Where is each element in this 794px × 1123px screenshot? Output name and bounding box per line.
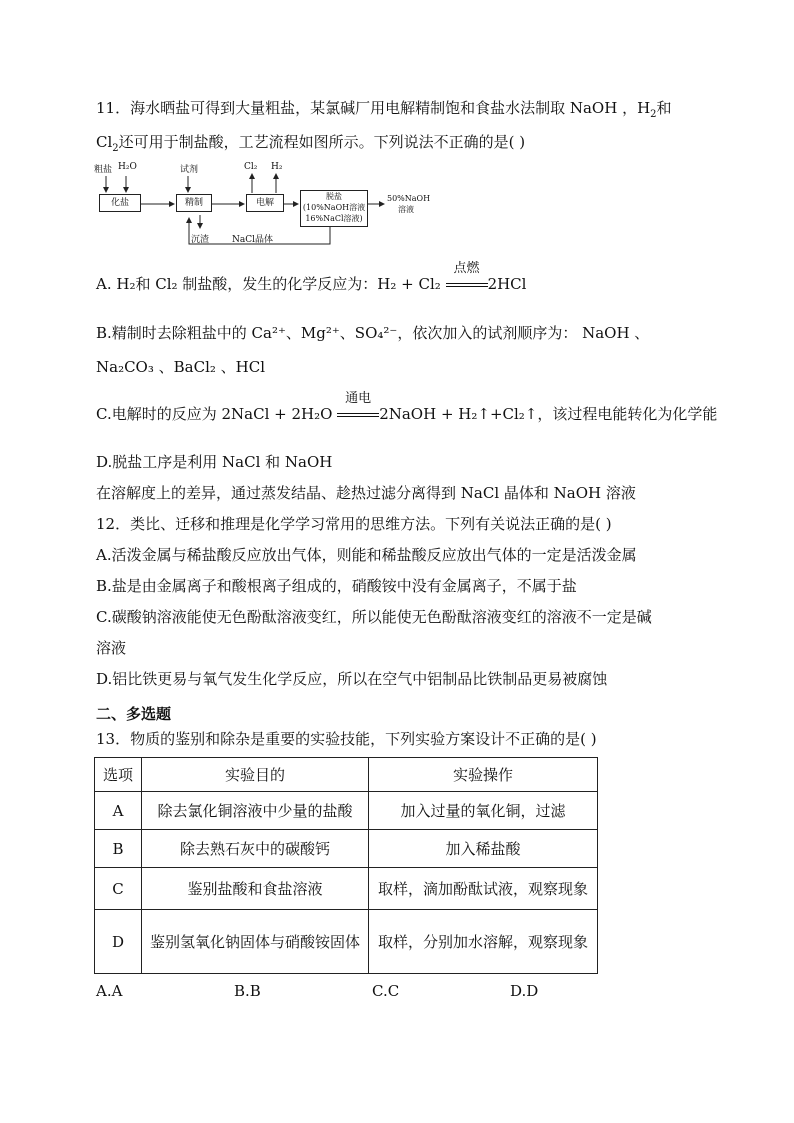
box-desalt-line2: 16%NaCl溶液) xyxy=(305,214,363,223)
condition-electrify-label: 通电 xyxy=(345,391,372,406)
q11-line2-start: Cl xyxy=(96,133,113,151)
q11-option-d-text2: 在溶解度上的差异，通过蒸发结晶、趁热过滤分离得到 NaCl 晶体和 NaOH 溶液 xyxy=(96,484,636,502)
table-cell: D xyxy=(95,910,142,974)
label-h2: H₂ xyxy=(271,162,283,172)
equals-bar xyxy=(337,413,379,417)
q11-option-a-text: A. H₂和 Cl₂ 制盐酸，发生的化学反应为：H₂ + Cl₂ xyxy=(96,275,441,293)
box-desalt-line1: (10%NaOH溶液 xyxy=(302,203,366,212)
table-cell: 除去熟石灰中的碳酸钙 xyxy=(142,830,369,868)
equals-bar xyxy=(446,283,488,287)
q11-option-c xyxy=(96,391,718,424)
q12-option-a-text: A.活泼金属与稀盐酸反应放出气体，则能和稀盐酸反应放出气体的一定是活泼金属 xyxy=(96,546,637,564)
box-electrolysis xyxy=(246,194,284,212)
q13-answer-a: A.A xyxy=(96,982,123,1000)
q11-option-a-product: 2HCl xyxy=(487,275,527,293)
box-electrolysis-label: 电解 xyxy=(255,198,274,208)
table-cell: A xyxy=(95,792,142,830)
q11-line1-end: 和 xyxy=(656,99,672,117)
table-row xyxy=(95,868,598,910)
table-row xyxy=(95,792,598,830)
q11-line1-sub: 2 xyxy=(650,109,657,120)
table-cell: C xyxy=(95,868,142,910)
table-cell: B xyxy=(95,830,142,868)
section-heading-text: 二、多选题 xyxy=(96,705,172,723)
box-refine xyxy=(176,194,212,212)
box-refine-label: 精制 xyxy=(184,198,203,208)
table-cell: 鉴别氢氧化钠固体与硝酸铵固体 xyxy=(142,910,369,974)
table-cell: 加入稀盐酸 xyxy=(369,830,598,868)
label-naoh-50: 50%NaOH xyxy=(387,194,431,203)
reaction-condition-electrify xyxy=(337,391,379,424)
box-dissolve-label: 化盐 xyxy=(110,198,129,208)
box-desalt xyxy=(300,190,368,227)
label-water: H₂O xyxy=(118,162,137,172)
q11-option-c-end: 2NaOH + H₂↑+Cl₂↑，该过程电能转化为化学能 xyxy=(379,405,718,423)
section-heading xyxy=(96,704,171,724)
q11-option-a xyxy=(96,261,527,294)
table-cell: 加入过量的氧化铜，过滤 xyxy=(369,792,598,830)
q11-option-d-line2 xyxy=(96,483,636,503)
q11-option-b-text2: Na₂CO₃ 、BaCl₂ 、HCl xyxy=(96,358,266,376)
q12-option-d xyxy=(96,669,607,689)
q13-answer-b: B.B xyxy=(234,982,261,1000)
header-purpose: 实验目的 xyxy=(142,758,369,792)
table-row xyxy=(95,910,598,974)
table-cell: 除去氯化铜溶液中少量的盐酸 xyxy=(142,792,369,830)
condition-ignite-label: 点燃 xyxy=(453,261,480,276)
q11-option-b-line1 xyxy=(96,323,649,343)
box-desalt-title: 脱盐 xyxy=(326,192,342,201)
box-dissolve-salt xyxy=(99,194,141,212)
q11-option-d-line1 xyxy=(96,452,332,472)
q11-stem-line2 xyxy=(96,132,525,159)
q11-option-d-text1: D.脱盐工序是利用 NaCl 和 NaOH xyxy=(96,453,333,471)
q13-answer-d: D.D xyxy=(510,982,539,1000)
q11-option-b-text1: B.精制时去除粗盐中的 Ca²⁺、Mg²⁺、SO₄²⁻，依次加入的试剂顺序为： NaOH 、 xyxy=(96,324,650,342)
q12-stem-text: 12．类比、迁移和推理是化学学习常用的思维方法。下列有关说法正确的是( ) xyxy=(96,515,612,533)
q11-line1-text: 11．海水晒盐可得到大量粗盐，某氯碱厂用电解精制饱和食盐水法制取 NaOH ，H xyxy=(96,99,651,117)
table-row xyxy=(95,830,598,868)
label-nacl-crystal: NaCl晶体 xyxy=(232,235,274,245)
table-header-row xyxy=(95,758,598,792)
q13-stem-text: 13．物质的鉴别和除杂是重要的实验技能，下列实验方案设计不正确的是( ) xyxy=(96,730,597,748)
table-cell: 取样，滴加酚酞试液，观察现象 xyxy=(369,868,598,910)
q11-stem-line1 xyxy=(96,98,672,125)
q12-option-d-text: D.铝比铁更易与氧气发生化学反应，所以在空气中铝制品比铁制品更易被腐蚀 xyxy=(96,670,608,688)
q13-table xyxy=(94,757,598,974)
q12-option-c-text1: C.碳酸钠溶液能使无色酚酞溶液变红，所以能使无色酚酞溶液变红的溶液不一定是碱 xyxy=(96,608,652,626)
q12-option-c-line2 xyxy=(96,638,126,658)
q13-stem xyxy=(96,729,597,749)
label-reagent: 试剂 xyxy=(180,165,199,175)
label-crude-salt: 粗盐 xyxy=(94,165,113,175)
header-option: 选项 xyxy=(95,758,142,792)
q12-option-b xyxy=(96,576,577,596)
q12-option-b-text: B.盐是由金属离子和酸根离子组成的，硝酸铵中没有金属离子，不属于盐 xyxy=(96,577,577,595)
q11-option-b-line2 xyxy=(96,357,265,377)
label-residue: 沉渣 xyxy=(191,235,210,245)
process-flow-diagram xyxy=(94,160,454,250)
table-cell: 取样，分别加水溶解，观察现象 xyxy=(369,910,598,974)
q11-line2-sub: 2 xyxy=(112,143,119,154)
reaction-condition-ignite xyxy=(446,261,488,294)
q13-answer-c: C.C xyxy=(372,982,400,1000)
q11-option-c-text: C.电解时的反应为 2NaCl + 2H₂O xyxy=(96,405,333,423)
table-cell: 鉴别盐酸和食盐溶液 xyxy=(142,868,369,910)
label-naoh-solution: 溶液 xyxy=(398,205,414,214)
header-operation: 实验操作 xyxy=(369,758,598,792)
q12-option-c-line1 xyxy=(96,607,652,627)
q11-line2-rest: 还可用于制盐酸，工艺流程如图所示。下列说法不正确的是( ) xyxy=(118,133,526,151)
q12-option-c-text2: 溶液 xyxy=(96,639,127,657)
label-cl2: Cl₂ xyxy=(244,162,258,172)
q12-option-a xyxy=(96,545,637,565)
q12-stem xyxy=(96,514,612,534)
